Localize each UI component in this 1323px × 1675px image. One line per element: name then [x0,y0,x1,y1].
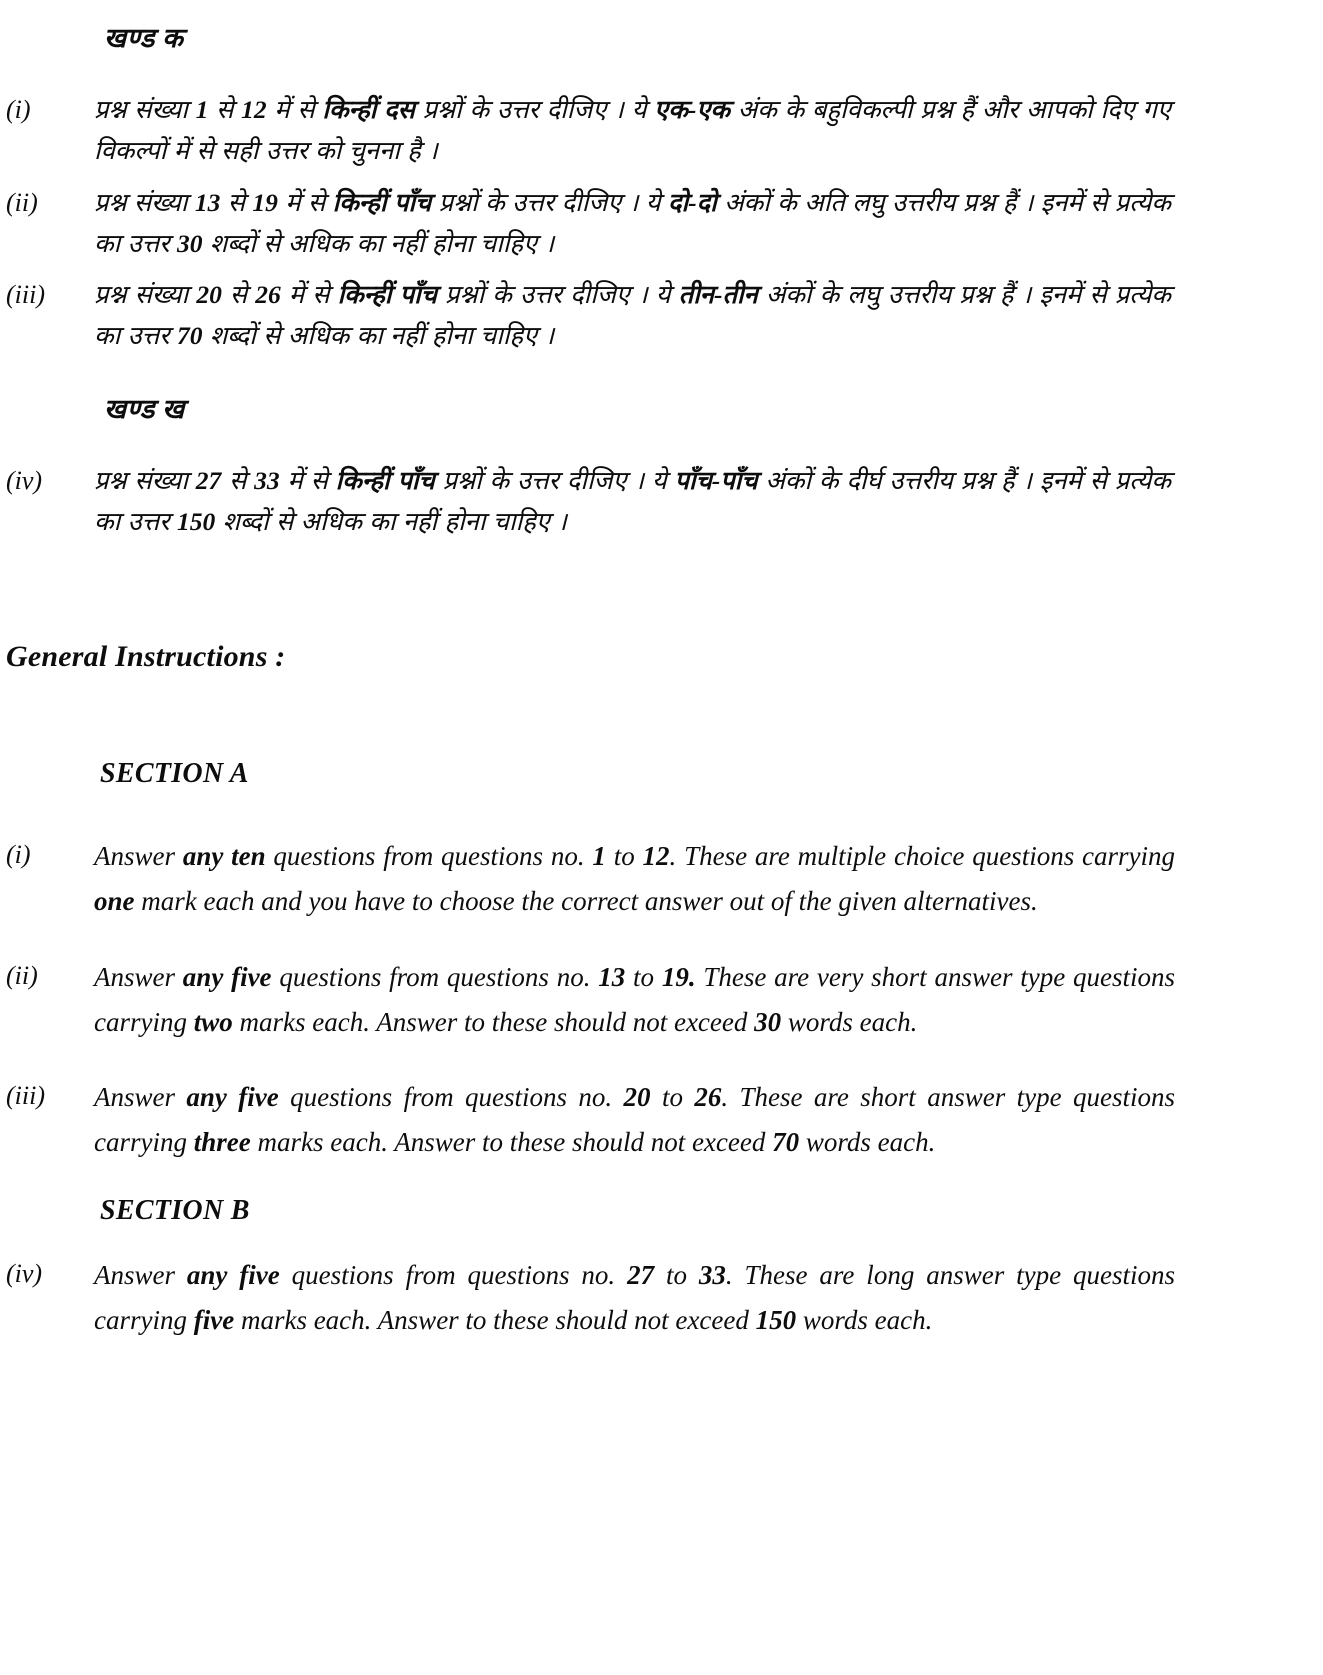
english-instruction-item-i [0,834,1323,924]
spacer [0,63,1323,89]
english-section-a-heading: SECTION A [100,758,249,790]
list-marker: (iii) [6,280,45,310]
english-instruction-item-iii [0,1075,1323,1165]
instruction-text: प्रश्न संख्या 13 से 19 में से किन्हीं पाँच प्रश्नों के उत्तर दीजिए । ये दो-दो अंकों के अति लघु उत्तरीय प्रश्न हैं । इनमें से प्रत्येक का उत्तर 30 शब्दों से अधिक का नहीं होना चाहिए । [94,187,1171,258]
instruction-text: प्रश्न संख्या 20 से 26 में से किन्हीं पाँच प्रश्नों के उत्तर दीजिए । ये तीन-तीन अंकों के लघु उत्तरीय प्रश्न हैं । इनमें से प्रत्येक का उत्तर 70 शब्दों से अधिक का नहीं होना चाहिए । [94,280,1171,351]
hindi-section-a-heading: खण्ड क [104,23,184,53]
list-marker: (iii) [6,1080,45,1110]
list-marker: (ii) [6,187,38,217]
list-marker: (i) [6,95,31,124]
spacer [0,1165,1323,1195]
instruction-text: Answer any ten questions from questions no. 1 to 12. These are multiple choice questions carrying one mark each and you have to choose the correct answer out of the given alternatives. [94,841,1175,917]
hindi-instruction-item-ii [0,182,1323,265]
spacer [0,1227,1323,1253]
instruction-text: प्रश्न संख्या 1 से 12 में से किन्हीं दस प्रश्नों के उत्तर दीजिए । ये एक-एक अंक के बहुविकल्पी प्रश्न हैं और आपको दिए गए विकल्पों में से सही उत्तर को चुनना है । [94,95,1171,166]
spacer [0,552,1323,640]
spacer [0,434,1323,460]
hindi-instruction-item-iii [0,274,1323,357]
spacer [0,790,1323,834]
hindi-section-b-heading: खण्ड ख [104,393,185,424]
list-marker: (ii) [6,960,38,990]
top-spacer [0,0,1323,18]
spacer [0,1045,1323,1075]
instruction-text: Answer any five questions from questions no. 13 to 19. These are very short answer type questions carrying two marks each. Answer to these should not exceed 30 words each. [94,961,1175,1037]
spacer [0,925,1323,955]
instruction-text: Answer any five questions from questions no. 20 to 26. These are short answer type questions carrying three marks each. Answer to these should not exceed 70 words each. [94,1081,1175,1157]
english-section-b-heading: SECTION B [100,1194,250,1226]
general-instructions-heading: General Instructions : [6,640,286,674]
instruction-text: प्रश्न संख्या 27 से 33 में से किन्हीं पाँच प्रश्नों के उत्तर दीजिए । ये पाँच-पाँच अंकों के दीर्घ उत्तरीय प्रश्न हैं । इनमें से प्रत्येक का उत्तर 150 शब्दों से अधिक का नहीं होना चाहिए । [94,465,1171,537]
hindi-instruction-item-iv [0,460,1323,543]
spacer [0,674,1323,758]
hindi-instruction-item-i [0,89,1323,172]
list-marker: (iv) [6,1258,43,1288]
instruction-text: Answer any five questions from questions no. 27 to 33. These are long answer type questions carrying five marks each. Answer to these should not exceed 150 words each. [94,1259,1175,1335]
spacer [0,367,1323,389]
list-marker: (i) [6,840,31,870]
english-instruction-item-ii [0,955,1323,1045]
english-instruction-item-iv [0,1253,1323,1343]
list-marker: (iv) [6,465,43,495]
